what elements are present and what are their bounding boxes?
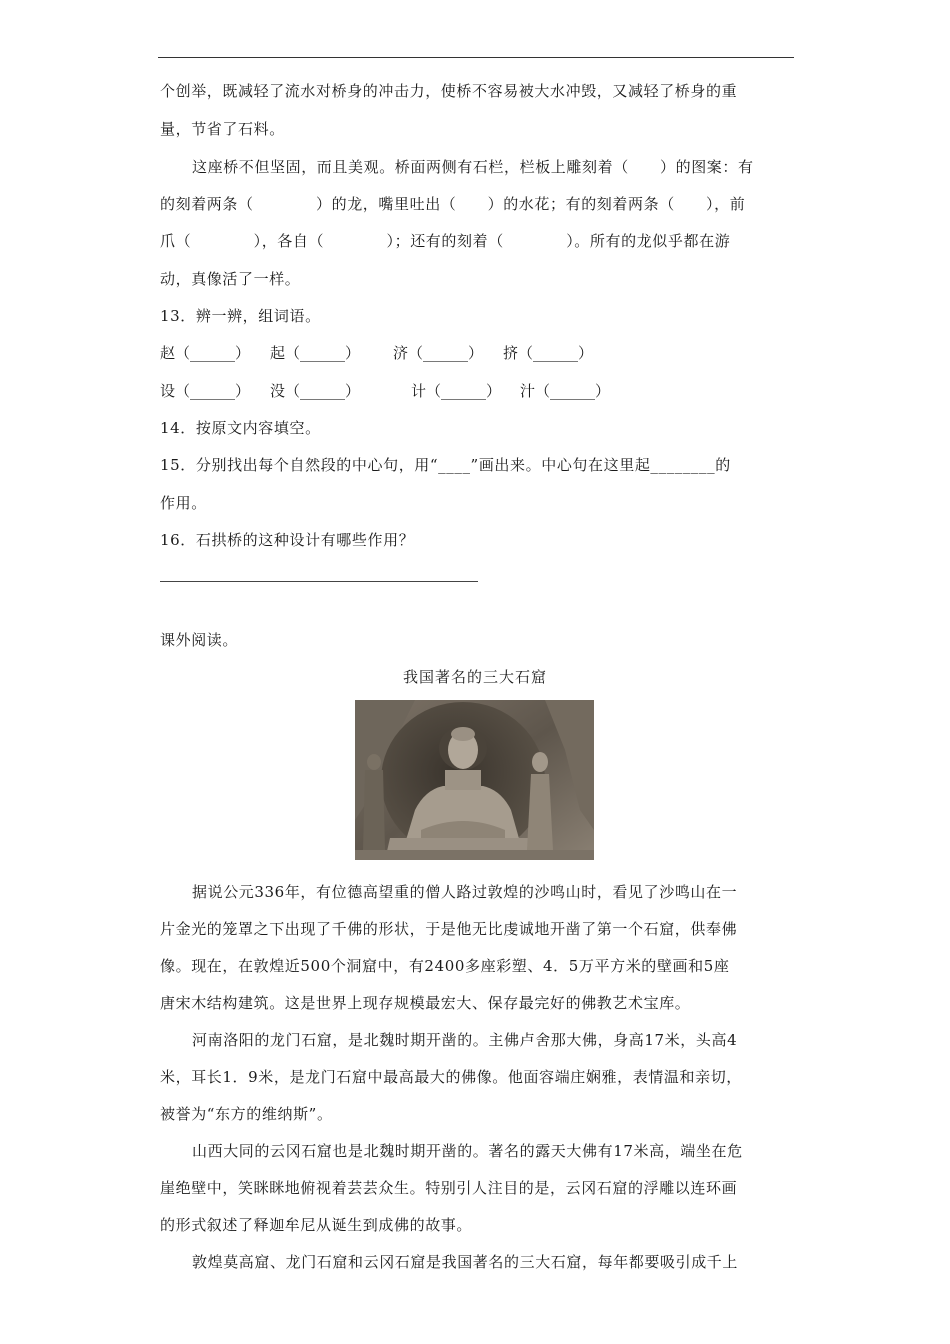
section-label: 课外阅读。 [160,631,239,649]
reading-p4: 敦煌莫高窟、龙门石窟和云冈石窟是我国著名的三大石窟，每年都要吸引成千上 [192,1253,739,1271]
question-15-cont: 作用。 [160,494,207,512]
vocab-item: 汁（______） [520,382,611,400]
vocab-item: 赵（______） [160,344,251,362]
reading-p1: 据说公元336年，有位德高望重的僧人路过敦煌的沙鸣山时，看见了沙鸣山在一 [192,883,738,901]
buddha-grotto-photo [355,700,594,860]
reading-p1: 唐宋木结构建筑。这是世界上现存规模最宏大、保存最完好的佛教艺术宝库。 [160,994,691,1012]
bridge-text-line: 量，节省了石料。 [160,120,285,138]
bridge-text-line: 这座桥不但坚固，而且美观。桥面两侧有石栏，栏板上雕刻着（ ）的图案：有 [192,158,754,176]
reading-p3: 山西大同的云冈石窟也是北魏时期开凿的。著名的露天大佛有17米高，端坐在危 [192,1142,743,1160]
header-rule [158,57,794,58]
vocab-item: 挤（______） [503,344,594,362]
question-13: 13．辨一辨，组词语。 [160,307,321,325]
question-16: 16．石拱桥的这种设计有哪些作用？ [160,531,415,549]
vocab-item: 计（______） [411,382,502,400]
reading-p1: 片金光的笼罩之下出现了千佛的形状，于是他无比虔诚地开凿了第一个石窟，供奉佛 [160,920,738,938]
bridge-text-line: 动，真像活了一样。 [160,270,301,288]
answer-line[interactable] [160,581,478,582]
reading-p3: 的形式叙述了释迦牟尼从诞生到成佛的故事。 [160,1216,473,1234]
vocab-item: 济（______） [393,344,484,362]
bridge-text-line: 个创举，既减轻了流水对桥身的冲击力，使桥不容易被大水冲毁，又减轻了桥身的重 [160,82,738,100]
reading-p2: 河南洛阳的龙门石窟，是北魏时期开凿的。主佛卢舍那大佛，身高17米，头高4 [192,1031,738,1049]
vocab-item: 设（______） [160,382,251,400]
bridge-text-line: 爪（ ），各自（ ）；还有的刻着（ ）。所有的龙似乎都在游 [160,232,731,250]
question-14: 14．按原文内容填空。 [160,419,321,437]
question-15: 15．分别找出每个自然段的中心句，用“____”画出来。中心句在这里起________的 [160,456,731,474]
reading-p3: 崖绝壁中，笑眯眯地俯视着芸芸众生。特别引人注目的是，云冈石窟的浮雕以连环画 [160,1179,738,1197]
vocab-item: 起（______） [270,344,361,362]
vocab-item: 没（______） [270,382,361,400]
reading-p2: 米，耳长1．9米，是龙门石窟中最高最大的佛像。他面容端庄娴雅，表情温和亲切， [160,1068,742,1086]
bridge-text-line: 的刻着两条（ ）的龙，嘴里吐出（ ）的水花；有的刻着两条（ ），前 [160,195,746,213]
reading-title: 我国著名的三大石窟 [402,668,547,686]
reading-p2: 被誉为“东方的维纳斯”。 [160,1105,333,1123]
reading-p1: 像。现在，在敦煌近500个洞窟中，有2400多座彩塑、4．5万平方米的壁画和5座 [160,957,730,975]
